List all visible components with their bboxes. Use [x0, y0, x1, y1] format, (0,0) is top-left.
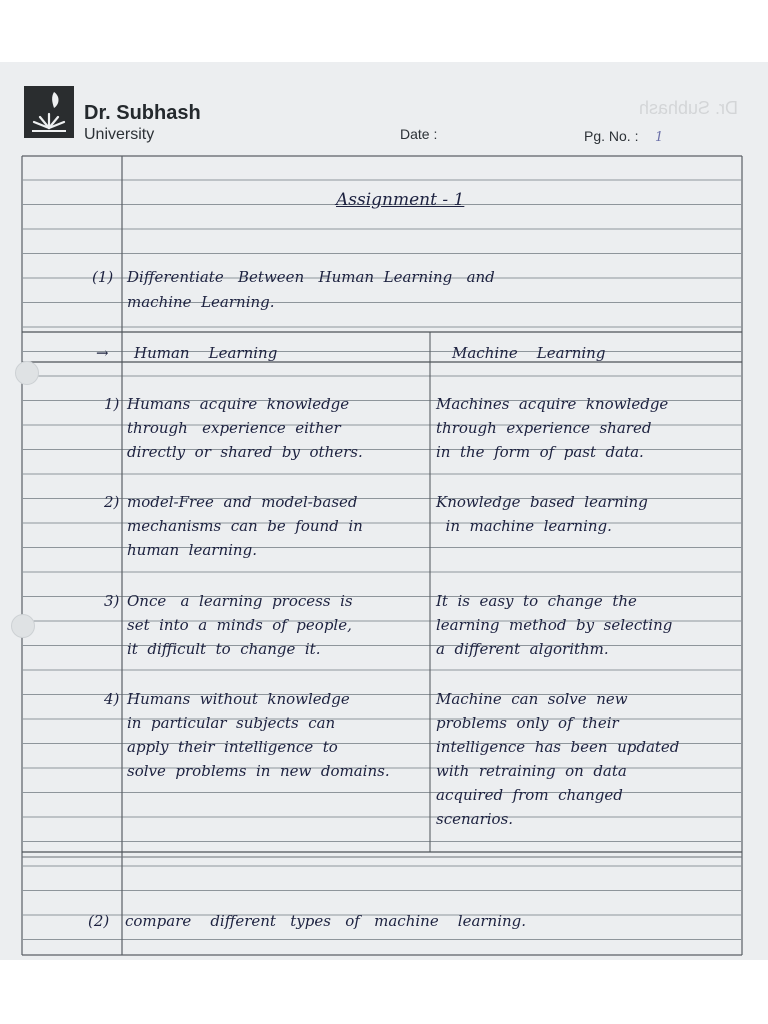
row-2-human-line: mechanisms can be found in: [127, 517, 363, 535]
row-2-machine-line: Knowledge based learning: [436, 493, 648, 511]
row-1-human-line: through experience either: [127, 419, 341, 437]
row-3-human-line: Once a learning process is: [127, 592, 353, 610]
row-4-machine-line: scenarios.: [436, 810, 514, 828]
logo-emblem-icon: [24, 86, 74, 138]
row-3-machine-line: It is easy to change the: [436, 592, 637, 610]
question-2-text: compare different types of machine learning.: [125, 912, 527, 930]
row-number: 1): [104, 395, 120, 413]
row-1-machine-line: Machines acquire knowledge: [436, 395, 669, 413]
row-4-human-line: Humans without knowledge: [127, 690, 350, 708]
row-1-machine-line: through experience shared: [436, 419, 652, 437]
page-number-label: Pg. No. :: [584, 128, 639, 144]
row-1-machine-line: in the form of past data.: [436, 443, 644, 461]
arrow-icon: →: [96, 344, 109, 362]
row-4-machine-line: with retraining on data: [436, 762, 627, 780]
row-4-human-line: solve problems in new domains.: [127, 762, 390, 780]
binder-hole: [11, 614, 35, 638]
university-logo: [24, 86, 74, 138]
row-4-human-line: in particular subjects can: [127, 714, 336, 732]
row-4-machine-line: Machine can solve new: [436, 690, 628, 708]
row-4-machine-line: problems only of their: [436, 714, 619, 732]
row-2-machine-line: in machine learning.: [436, 517, 612, 535]
question-1-number: (1): [92, 268, 114, 286]
row-3-machine-line: learning method by selecting: [436, 616, 673, 634]
university-name: Dr. Subhash: [84, 102, 201, 124]
row-2-human-line: human learning.: [127, 541, 257, 559]
row-2-human-line: model-Free and model-based: [127, 493, 358, 511]
row-number: 3): [104, 592, 120, 610]
row-4-human-line: apply their intelligence to: [127, 738, 338, 756]
row-1-human-line: directly or shared by others.: [127, 443, 363, 461]
notebook-page: [0, 62, 768, 960]
row-number: 4): [104, 690, 120, 708]
page-number-value: 1: [655, 130, 664, 145]
question-2-number: (2): [88, 912, 110, 930]
row-4-machine-line: acquired from changed: [436, 786, 623, 804]
row-number: 2): [104, 493, 120, 511]
row-3-human-line: set into a minds of people,: [127, 616, 352, 634]
row-3-machine-line: a different algorithm.: [436, 640, 609, 658]
row-3-human-line: it difficult to change it.: [127, 640, 321, 658]
column-header-machine: Machine Learning: [452, 344, 606, 362]
question-1-line-2: machine Learning.: [127, 293, 275, 311]
column-header-human: Human Learning: [134, 344, 278, 362]
assignment-title: Assignment - 1: [336, 190, 465, 210]
university-subtitle: University: [84, 126, 155, 143]
row-1-human-line: Humans acquire knowledge: [127, 395, 350, 413]
question-1-line-1: Differentiate Between Human Learning and: [127, 268, 495, 286]
row-4-machine-line: intelligence has been updated: [436, 738, 680, 756]
binder-hole: [15, 361, 39, 385]
bleed-through-text: Dr. Subhash: [638, 98, 738, 118]
date-label: Date :: [400, 126, 438, 142]
